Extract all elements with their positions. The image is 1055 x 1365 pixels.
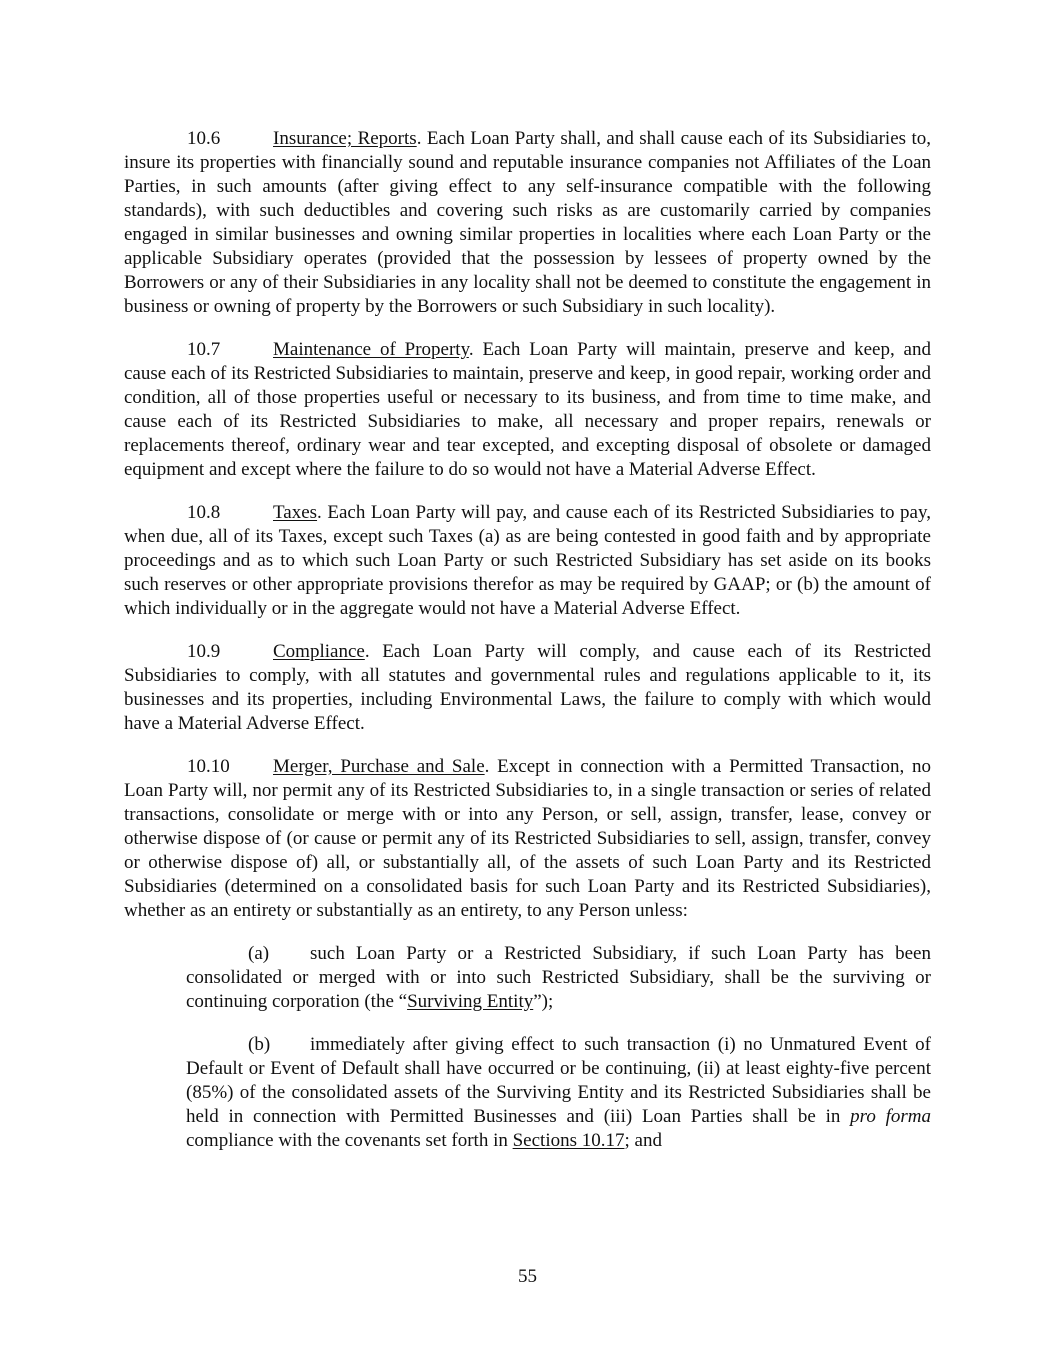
defined-term: Surviving Entity: [407, 991, 534, 1012]
subsection-text: immediately after giving effect to such transaction (i) no Unmatured Event of Default or Event of Default shall have occurred or be continuing, (ii) at least eighty-five percent (85%) of the consolidated assets of the Surviving Entity and its Restricted Subsidiaries shall be held in connection with Permitted Businesses and (iii) Loan Parties shall be in: [186, 1034, 931, 1127]
subsection-b: [186, 1033, 931, 1153]
section-heading: Insurance; Reports: [273, 128, 417, 149]
section-10-6: [124, 127, 931, 319]
section-body: . Each Loan Party will maintain, preserve and keep, and cause each of its Restricted Subsidiaries to maintain, preserve and keep, in good repair, working order and condition, all of those properties useful or necessary to its business, and from time to time make, and cause each of its Restricted Subsidiaries to make, all necessary and proper repairs, renewals or replacements thereof, ordinary wear and tear excepted, and excepting disposal of obsolete or damaged equipment and except where the failure to do so would not have a Material Adverse Effect.: [124, 339, 932, 480]
section-reference: Sections 10.17: [512, 1130, 625, 1151]
section-paragraph: [124, 755, 931, 923]
document-page: [124, 127, 931, 1172]
page-number: 55: [518, 1266, 537, 1287]
section-paragraph: [124, 501, 931, 621]
subsection-paragraph: [186, 1033, 931, 1153]
subsection-text-end: ”);: [533, 991, 554, 1012]
subsection-text-middle: compliance with the covenants set forth in: [186, 1130, 513, 1151]
section-body: . Except in connection with a Permitted Transaction, no Loan Party will, nor permit any of its Restricted Subsidiaries to, in a single transaction or series of related transactions, consolidate or merge with or into any Person, or sell, assign, transfer, lease, convey or otherwise dispose of (or cause or permit any of its Restricted Subsidiaries to sell, assign, transfer, convey or otherwise dispose of) all, or substantially all, of the assets of such Loan Party and its Restricted Subsidiaries (determined on a consolidated basis for such Loan Party and its Restricted Subsidiaries), whether as an entirety or substantially as an entirety, to any Person unless:: [124, 756, 931, 921]
subsection-a: [186, 942, 931, 1014]
section-paragraph: [124, 127, 931, 319]
section-heading: Maintenance of Property: [273, 339, 469, 360]
section-body: . Each Loan Party shall, and shall cause each of its Subsidiaries to, insure its properties with financially sound and reputable insurance companies not Affiliates of the Loan Parties, in such amounts (after giving effect to any self-insurance compatible with the following standards), with such deductibles and covering such risks as are customarily carried by companies engaged in similar businesses and owning similar properties in localities where each Loan Party or the applicable Subsidiary operates (provided that the possession by lessees of property owned by the Borrowers or any of their Subsidiaries in any locality shall not be deemed to constitute the engagement in business or owning of property by the Borrowers or such Subsidiary in such locality).: [124, 128, 932, 317]
section-number: 10.7: [187, 339, 221, 360]
italic-term: pro forma: [850, 1106, 931, 1127]
subsection-paragraph: [186, 942, 931, 1014]
section-10-7: [124, 338, 931, 482]
section-number: 10.10: [187, 756, 230, 777]
section-heading: Merger, Purchase and Sale: [273, 756, 485, 777]
subsection-text: such Loan Party or a Restricted Subsidiary, if such Loan Party has been consolidated or merged with or into such Restricted Subsidiary, shall be the surviving or continuing corporation (the “: [186, 943, 931, 1012]
section-10-8: [124, 501, 931, 621]
subsection-text-end: ; and: [624, 1130, 662, 1151]
section-number: 10.9: [187, 641, 221, 662]
section-number: 10.8: [187, 502, 221, 523]
subsection-label: (a): [248, 943, 270, 964]
section-heading: Compliance: [273, 641, 365, 662]
section-body: . Each Loan Party will pay, and cause each of its Restricted Subsidiaries to pay, when due, all of its Taxes, except such Taxes (a) as are being contested in good faith and by appropriate proceedings and as to which such Loan Party or such Restricted Subsidiary has set aside on its books such reserves or other appropriate provisions therefor as may be required by GAAP; or (b) the amount of which individually or in the aggregate would not have a Material Adverse Effect.: [124, 502, 931, 619]
section-body: . Each Loan Party will comply, and cause each of its Restricted Subsidiaries to comply, with all statutes and governmental rules and regulations applicable to it, its businesses and its properties, including Environmental Laws, the failure to comply with which would have a Material Adverse Effect.: [124, 641, 931, 734]
section-10-10: [124, 755, 931, 923]
section-heading: Taxes: [273, 502, 318, 523]
section-paragraph: [124, 640, 931, 736]
section-paragraph: [124, 338, 931, 482]
subsection-label: (b): [248, 1034, 271, 1055]
section-10-9: [124, 640, 931, 736]
section-number: 10.6: [187, 128, 221, 149]
